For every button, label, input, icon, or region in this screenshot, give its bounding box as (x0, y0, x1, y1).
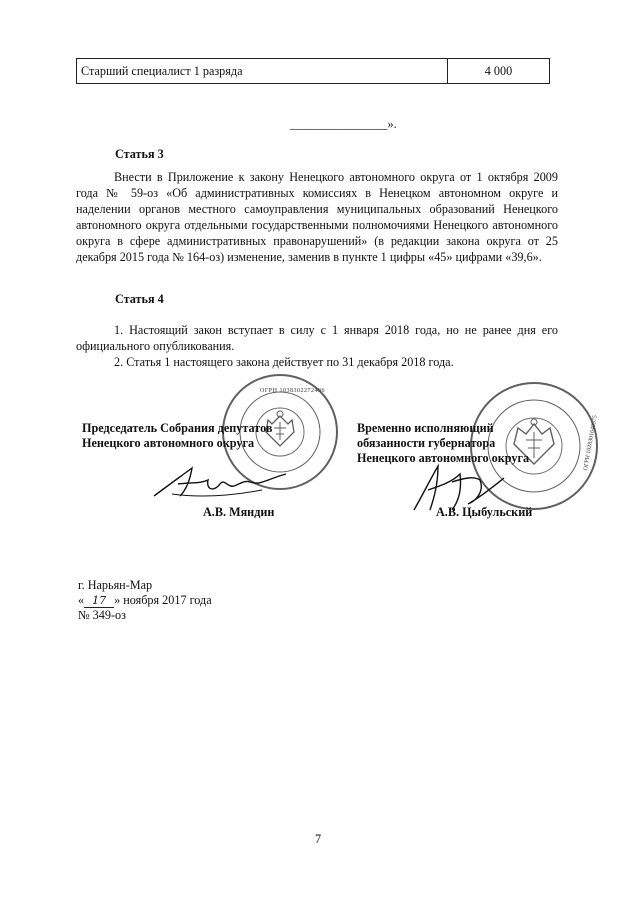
position-cell: Старший специалист 1 разряда (77, 59, 448, 84)
table-row (77, 59, 550, 84)
article-4-title: Статья 4 (115, 292, 164, 306)
assembly-seal-code: ОГРН 1038302272486 (260, 388, 325, 394)
article-3-title: Статья 3 (115, 147, 164, 161)
salary-table (76, 58, 550, 84)
law-number: № 349-оз (78, 608, 126, 622)
article-4-paragraph-1: 1. Настоящий закон вступает в силу с 1 января 2018 года, но не ранее дня его официального опубликования. (76, 323, 558, 353)
value-cell: 4 000 (448, 59, 550, 84)
date-open-quote: « (78, 593, 85, 607)
blank-line: ________________ (290, 117, 388, 131)
closing-quote-line (290, 116, 397, 132)
administration-seal-code: ОГРН 1028301648575 (583, 414, 599, 472)
city: г. Нарьян-Мар (78, 578, 153, 592)
left-signatory-line-1: Председатель Собрания депутатов (82, 421, 273, 435)
page-number: 7 (315, 832, 322, 846)
date-day: 17 (84, 595, 114, 608)
adoption-date (78, 592, 212, 608)
closing-quote: ». (387, 117, 397, 131)
left-signatory-name: А.В. Мяндин (203, 505, 275, 519)
article-3-text: Внести в Приложение к закону Ненецкого автономного округа от 1 октября 2009 года № 59-оз «Об административных комиссиях в Ненецком автономном округе и наделении органов местного самоуправления муниципальных образований Ненецкого автономного округа отдельными государственными полномочиями Ненецкого автономного округа в сфере административных правонарушений» (в редакции закона округа от 25 декабря 2015 года № 164-оз) изменение, заменив в пункте 1 цифры «45» цифрами «39,6». (76, 170, 558, 264)
date-rest: » ноября 2017 года (114, 593, 212, 607)
article-4-paragraph-2: 2. Статья 1 настоящего закона действует по 31 декабря 2018 года. (114, 355, 454, 369)
right-signatory-line-1: Временно исполняющий (357, 421, 494, 435)
right-signatory-line-3: Ненецкого автономного округа (357, 451, 530, 465)
right-signatory-name: А.В. Цыбульский (436, 505, 533, 519)
left-signatory-line-2: Ненецкого автономного округа (82, 436, 255, 450)
right-signatory-line-2: обязанности губернатора (357, 436, 496, 450)
left-handwritten-signature (150, 464, 290, 502)
